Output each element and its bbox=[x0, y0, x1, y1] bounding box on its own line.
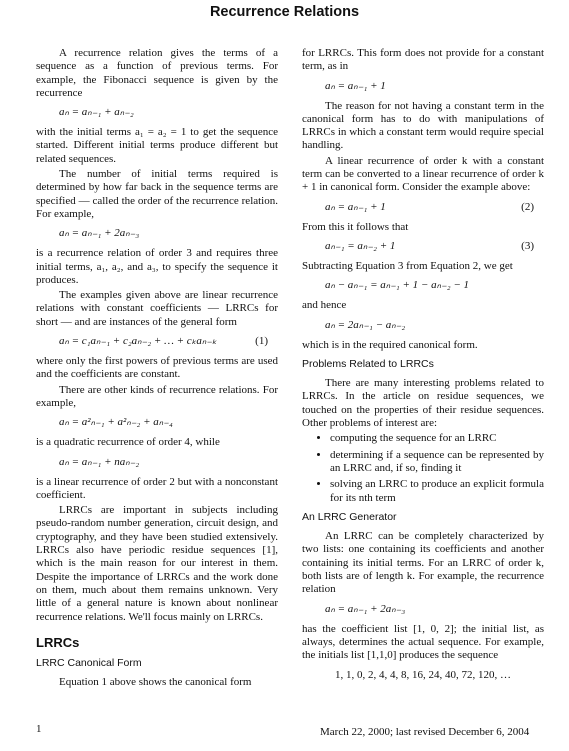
page-title: Recurrence Relations bbox=[209, 4, 360, 20]
paragraph: There are many interesting problems related to LRRCs. In the article on residue sequences, we touched on the properties of their residue sequences. Other problems of interest are: bbox=[302, 377, 544, 430]
paragraph: is a recurrence relation of order 3 and requires three initial terms, a₁, a₂, and a₃, to specify the sequence it produces. bbox=[36, 247, 278, 286]
equation-order-3: aₙ = aₙ₋₁ + 2aₙ₋₃ bbox=[59, 227, 140, 240]
paragraph: There are other kinds of recurrence relations. For example, bbox=[36, 383, 278, 409]
paragraph: An LRRC can be completely characterized by two lists: one containing its coefficients and another containing its initial terms. For an LRRC of order k, both lists are of length k. For example, the recurrence relation bbox=[302, 530, 544, 596]
subsection-heading-generator: An LRRC Generator bbox=[302, 510, 397, 523]
subsection-heading-canonical-form: LRRC Canonical Form bbox=[36, 657, 142, 670]
paragraph: which is in the required canonical form. bbox=[302, 338, 478, 351]
left-column bbox=[36, 47, 278, 692]
right-column bbox=[302, 47, 544, 689]
equation-number: (3) bbox=[521, 239, 534, 252]
paragraph: From this it follows that bbox=[302, 220, 409, 233]
equation-canonical-result: aₙ = 2aₙ₋₁ − aₙ₋₂ bbox=[325, 318, 406, 331]
equation-number: (2) bbox=[521, 200, 534, 213]
paragraph: Equation 1 above shows the canonical form bbox=[59, 676, 252, 689]
equation-text: aₙ = aₙ₋₁ + 1 bbox=[325, 200, 386, 213]
problems-list bbox=[302, 432, 544, 504]
paragraph: for LRRCs. This form does not provide for a constant term, as in bbox=[302, 47, 544, 73]
equation-number: (1) bbox=[255, 335, 268, 348]
page-number: 1 bbox=[36, 723, 42, 735]
paragraph: A linear recurrence of order k with a constant term can be converted to a linear recurrence of order k + 1 in canonical form. Consider the example above: bbox=[302, 154, 544, 194]
revision-dates: March 22, 2000; last revised December 6, 2004 bbox=[320, 726, 530, 738]
paragraph: The number of initial terms required is determined by how far back in the sequence terms are specified — called the order of the recurrence relation. For example, bbox=[36, 168, 278, 220]
paragraph: is a linear recurrence of order 2 but with a nonconstant coefficient. bbox=[36, 475, 278, 501]
paragraph: with the initial terms a₁ = a₂ = 1 to get the sequence started. Different initial terms produce different but related sequences. bbox=[36, 126, 278, 165]
list-item: • solving an LRRC to produce an explicit formula for its nth term bbox=[330, 478, 544, 505]
paragraph: has the coefficient list [1, 0, 2]; the initial list, as always, determines the actual sequence. For example, the initials list [1,1,0] produces the sequence bbox=[302, 622, 544, 662]
equation-text: aₙ₋₁ = aₙ₋₂ + 1 bbox=[325, 239, 396, 252]
equation-quadratic: aₙ = a²ₙ₋₁ + a²ₙ₋₂ + aₙ₋₄ bbox=[59, 416, 173, 429]
paragraph: Subtracting Equation 3 from Equation 2, we get bbox=[302, 259, 513, 272]
equation-subtraction: aₙ − aₙ₋₁ = aₙ₋₁ + 1 − aₙ₋₂ − 1 bbox=[325, 279, 470, 292]
equation-fibonacci: aₙ = aₙ₋₁ + aₙ₋₂ bbox=[59, 106, 134, 119]
paragraph: is a quadratic recurrence of order 4, while bbox=[36, 436, 220, 449]
list-item: • determining if a sequence can be represented by an LRRC and, if so, finding it bbox=[330, 449, 544, 476]
paragraph: where only the first powers of previous terms are used and the coefficients are constant. bbox=[36, 355, 278, 381]
equation-general-form bbox=[36, 335, 278, 349]
equation-3 bbox=[302, 240, 544, 254]
list-item: • computing the sequence for an LRRC bbox=[330, 432, 544, 445]
paragraph: The reason for not having a constant term in the canonical form has to do with manipulations of LRRCs in which a constant term would require special handling. bbox=[302, 99, 544, 152]
paragraph: A recurrence relation gives the terms of a sequence as a function of previous terms. For example, the Fibonacci sequence is given by the recurrence bbox=[36, 47, 278, 99]
paragraph: LRRCs are important in subjects including pseudo-random number generation, circuit design, and cryptography, and they have been studied extensively. LRRCs also have periodic residue sequences [1], which is the main reason for our interest in them. Despite the importance of LRRCs and the work done on them, much about them remains unknown. Very little of a general nature is known about nonlinear recurrence relations. We'll focus mainly on LRRCs. bbox=[36, 504, 278, 623]
paragraph: The examples given above are linear recurrence relations with constant coefficients — LRRCs for short — and are instances of the general form bbox=[36, 289, 278, 328]
equation-constant-term: aₙ = aₙ₋₁ + 1 bbox=[325, 79, 386, 92]
equation-generator-example: aₙ = aₙ₋₁ + 2aₙ₋₃ bbox=[325, 602, 406, 615]
subsection-heading-problems: Problems Related to LRRCs bbox=[302, 357, 434, 370]
sequence-output: 1, 1, 0, 2, 4, 4, 8, 16, 24, 40, 72, 120, … bbox=[335, 668, 511, 681]
equation-nonconstant: aₙ = aₙ₋₁ + naₙ₋₂ bbox=[59, 455, 140, 468]
equation-2 bbox=[302, 201, 544, 215]
section-heading-lrrcs: LRRCs bbox=[36, 634, 80, 650]
equation-text: aₙ = c₁aₙ₋₁ + c₂aₙ₋₂ + … + cₖaₙ₋ₖ bbox=[59, 335, 217, 348]
paragraph: and hence bbox=[302, 299, 347, 312]
